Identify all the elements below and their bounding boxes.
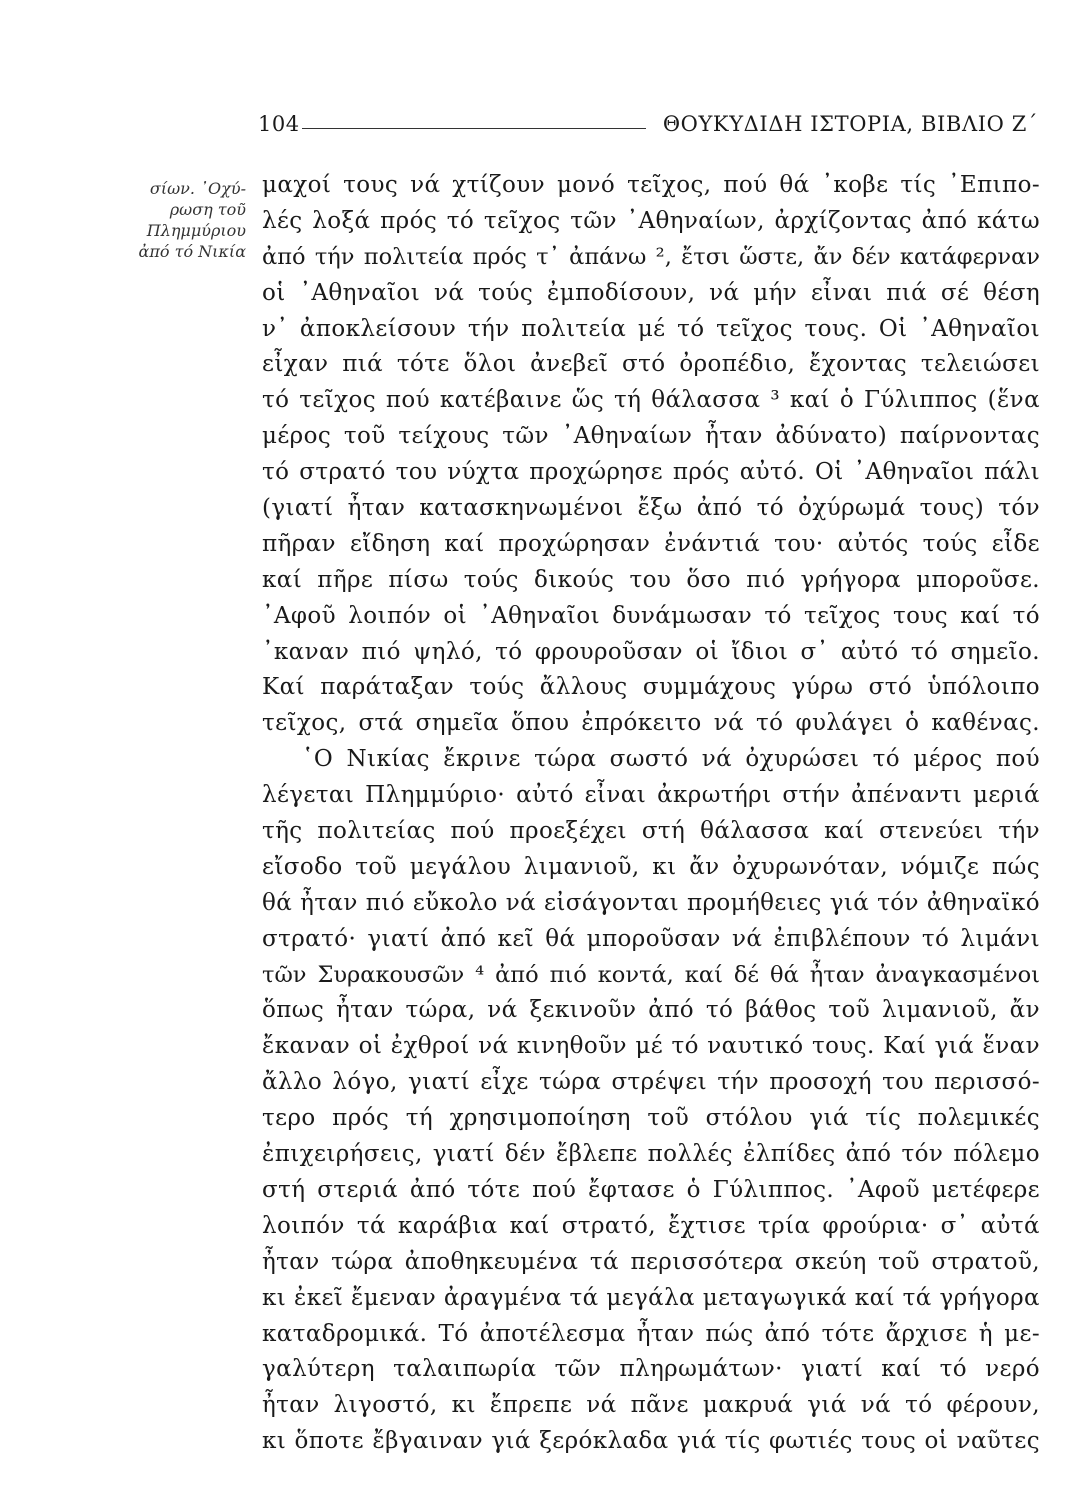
text-line: τῶν Συρακουσῶν ⁴ ἀπό πιό κοντά, καί δέ θά ἦταν ἀναγκασμένοι <box>262 961 1040 988</box>
text-line: (γιατί ἦταν κατασκηνωμένοι ἔξω ἀπό τό ὀχύρωμά τους) τόν <box>262 495 1040 522</box>
text-line: εἴσοδο τοῦ μεγάλου λιμανιοῦ, κι ἄν ὀχυρωνόταν, νόμιζε πώς <box>262 853 1040 880</box>
text-line: τό τεῖχος πού κατέβαινε ὥς τή θάλασσα ³ καί ὁ Γύλιππος (ἕνα <box>262 387 1040 414</box>
text-line: καί πῆρε πίσω τούς δικούς του ὅσο πιό γρήγορα μποροῦσε. <box>262 566 1040 593</box>
text-line: θά ἦταν πιό εὔκολο νά εἰσάγονται προμήθειες γιά τόν ἀθηναϊκό <box>262 889 1040 916</box>
text-line: κι ἐκεῖ ἔμεναν ἀραγμένα τά μεγάλα μεταγωγικά καί τά γρήγορα <box>262 1284 1040 1311</box>
text-line: ᾽καναν πιό ψηλό, τό φρουροῦσαν οἱ ἴδιοι σ᾽ αὐτό τό σημεῖο. <box>262 638 1040 665</box>
text-line: γαλύτερη ταλαιπωρία τῶν πληρωμάτων· γιατί καί τό νερό <box>262 1356 1040 1383</box>
text-line: Καί παράταξαν τούς ἄλλους συμμάχους γύρω στό ὑπόλοιπο <box>262 674 1040 701</box>
margin-note <box>124 178 246 262</box>
text-line: μαχοί τους νά χτίζουν μονό τεῖχος, πού θά ᾽κοβε τίς ᾽Επιπο- <box>262 172 1040 198</box>
header-rule <box>302 128 646 129</box>
text-line: μέρος τοῦ τείχους τῶν ᾽Αθηναίων ἦταν ἀδύνατο) παίρνοντας <box>262 423 1040 450</box>
margin-note-line: Πλημμύριου <box>146 221 246 240</box>
text-line: πῆραν εἴδηση καί προχώρησαν ἐνάντιά του· αὐτός τούς εἶδε <box>262 530 1040 557</box>
text-line: ἦταν λιγοστό, κι ἔπρεπε νά πᾶνε μακρυά γιά νά τό φέρουν, <box>262 1392 1040 1419</box>
text-line: ὅπως ἦταν τώρα, νά ξεκινοῦν ἀπό τό βάθος τοῦ λιμανιοῦ, ἄν <box>262 997 1040 1024</box>
margin-note-line: σίων. ᾿Οχύ- <box>149 179 246 198</box>
text-line: ἀπό τήν πολιτεία πρός τ᾽ ἀπάνω ², ἔτσι ὥστε, ἄν δέν κατάφερναν <box>262 243 1040 270</box>
text-line: τερο πρός τή χρησιμοποίηση τοῦ στόλου γιά τίς πολεμικές <box>262 1105 1040 1132</box>
text-line: τῆς πολιτείας πού προεξέχει στή θάλασσα καί στενεύει τήν <box>262 818 1040 845</box>
text-line: οἱ ᾽Αθηναῖοι νά τούς ἐμποδίσουν, νά μήν εἶναι πιά σέ θέση <box>262 279 1040 306</box>
running-title: ΘΟΥΚΥΔΙΔΗ ΙΣΤΟΡΙΑ, ΒΙΒΛΙΟ Ζ΄ <box>662 112 1038 136</box>
text-line: ἄλλο λόγο, γιατί εἶχε τώρα στρέψει τήν προσοχή του περισσό- <box>262 1069 1040 1096</box>
text-line: ν᾽ ἀποκλείσουν τήν πολιτεία μέ τό τεῖχος τους. Οἱ ᾽Αθηναῖοι <box>262 315 1040 342</box>
text-line: ἐπιχειρήσεις, γιατί δέν ἔβλεπε πολλές ἐλπίδες ἀπό τόν πόλεμο <box>262 1141 1040 1168</box>
page-number: 104 <box>258 112 300 136</box>
margin-note-line: ἀπό τό Νικία <box>138 242 246 261</box>
text-line: εἶχαν πιά τότε ὅλοι ἀνεβεῖ στό ὀροπέδιο, ἔχοντας τελειώσει <box>262 351 1040 378</box>
text-line: λές λοξά πρός τό τεῖχος τῶν ᾽Αθηναίων, ἀρχίζοντας ἀπό κάτω <box>262 207 1040 234</box>
text-line: ἦταν τώρα ἀποθηκευμένα τά περισσότερα σκεύη τοῦ στρατοῦ, <box>262 1248 1040 1275</box>
text-line: καταδρομικά. Τό ἀποτέλεσμα ἦταν πώς ἀπό τότε ἄρχισε ἡ με- <box>262 1320 1040 1347</box>
text-line: κι ὅποτε ἔβγαιναν γιά ξερόκλαδα γιά τίς φωτιές τους οἱ ναῦτες <box>262 1428 1040 1455</box>
text-line: τεῖχος, στά σημεῖα ὅπου ἐπρόκειτο νά τό φυλάγει ὁ καθένας. <box>262 710 1040 737</box>
text-line: ἔκαναν οἱ ἐχθροί νά κινηθοῦν μέ τό ναυτικό τους. Καί γιά ἕναν <box>262 1033 1040 1060</box>
text-line: στρατό· γιατί ἀπό κεῖ θά μποροῦσαν νά ἐπιβλέπουν τό λιμάνι <box>262 925 1040 952</box>
page-header <box>258 108 1038 148</box>
text-line: λοιπόν τά καράβια καί στρατό, ἔχτισε τρία φρούρια· σ᾽ αὐτά <box>262 1212 1040 1239</box>
text-line: τό στρατό του νύχτα προχώρησε πρός αὐτό. Οἱ ᾽Αθηναῖοι πάλι <box>262 459 1040 486</box>
text-line: ᾽Αφοῦ λοιπόν οἱ ᾽Αθηναῖοι δυνάμωσαν τό τεῖχος τους καί τό <box>262 602 1040 629</box>
text-line: λέγεται Πλημμύριο· αὐτό εἶναι ἀκρωτήρι στήν ἀπέναντι μεριά <box>262 782 1040 809</box>
margin-note-line: ρωση τοῦ <box>169 200 246 219</box>
text-line: στή στεριά ἀπό τότε πού ἔφτασε ὁ Γύλιππος. ᾽Αφοῦ μετέφερε <box>262 1176 1040 1203</box>
text-line: ῾Ο Νικίας ἔκρινε τώρα σωστό νά ὀχυρώσει τό μέρος πού <box>302 746 1040 773</box>
main-text <box>262 168 1040 1460</box>
